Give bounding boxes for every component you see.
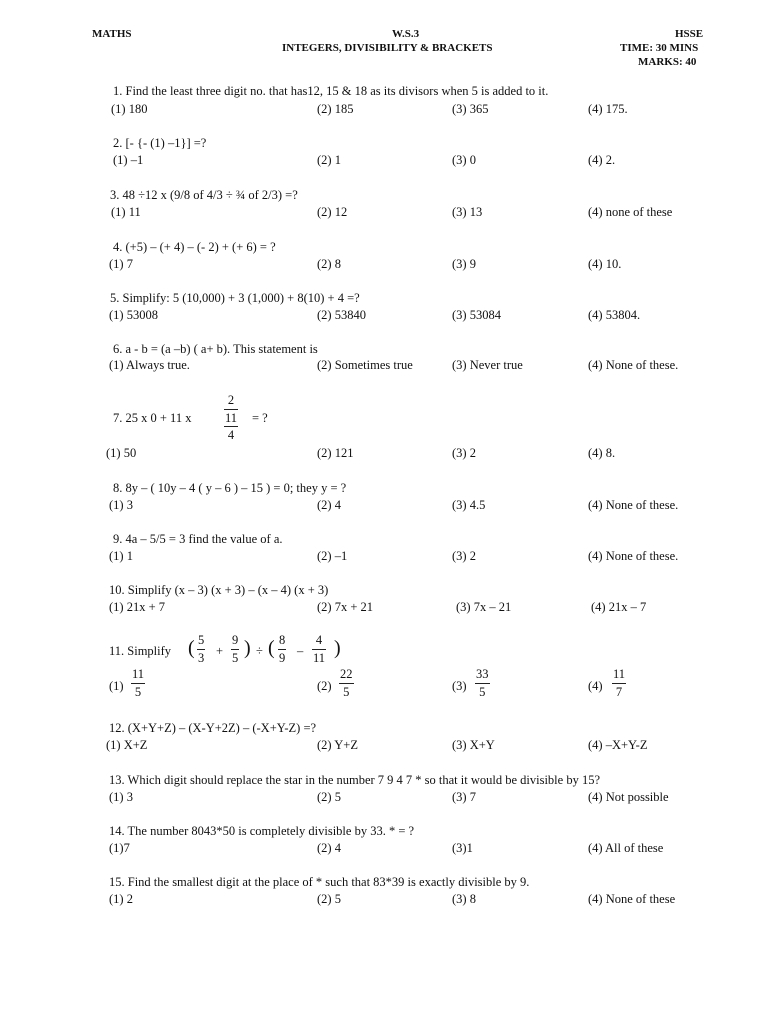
option-1: (1) 1	[109, 549, 133, 563]
option-1: (1) 53008	[109, 308, 158, 322]
option-2: (2) 185	[317, 102, 354, 116]
time-label: TIME: 30 MINS	[620, 42, 699, 54]
option-1: (1) 50	[106, 446, 137, 460]
option-3-fraction	[475, 668, 490, 698]
fraction-numerator: 11	[613, 667, 626, 681]
close-paren: )	[244, 637, 251, 659]
option-2: (2) 7x + 21	[317, 600, 373, 614]
fraction-denominator: 11	[313, 650, 326, 665]
option-3: (3) 7	[452, 790, 476, 804]
fraction-numerator: 4	[315, 633, 323, 647]
plus-sign: +	[216, 644, 224, 658]
fraction-denominator: 5	[134, 684, 142, 699]
option-1: (1) 2	[109, 892, 133, 906]
question-stem: 3. 48 ÷12 x (9/8 of 4/3 ÷ ¾ of 2/3) =?	[110, 188, 298, 202]
option-2: (2) Sometimes true	[317, 358, 413, 372]
option-2: (2) 4	[317, 841, 341, 855]
fraction-denominator: 4	[227, 428, 235, 442]
option-4: (4) 53804.	[588, 308, 641, 322]
option-1: (1) Always true.	[109, 358, 190, 372]
fraction-4-11	[312, 634, 326, 664]
fraction-denominator: 7	[615, 684, 623, 699]
option-3-label: (3)	[452, 679, 467, 693]
option-2: (2) –1	[317, 549, 348, 563]
fraction-denominator: 5	[479, 684, 486, 699]
option-1: (1) 11	[111, 205, 141, 219]
minus-sign: –	[297, 644, 304, 658]
option-4: (4) 175.	[588, 102, 628, 116]
fraction-bar	[278, 649, 286, 650]
sheet-number: W.S.3	[392, 28, 420, 40]
question-stem: 9. 4a – 5/5 = 3 find the value of a.	[113, 532, 283, 546]
fraction-bar	[312, 649, 326, 650]
question-stem: 13. Which digit should replace the star in the number 7 9 4 7 * so that it would be divisible by 15?	[109, 773, 601, 787]
option-1: (1)7	[109, 841, 130, 855]
option-3: (3) X+Y	[452, 738, 495, 752]
subject-label: MATHS	[92, 28, 132, 40]
open-paren: (	[188, 637, 195, 659]
fraction-numerator: 5	[198, 633, 205, 647]
option-1-label: (1)	[109, 679, 124, 693]
option-2: (2) 8	[317, 257, 341, 271]
option-4: (4) 2.	[588, 153, 616, 167]
question-stem: 10. Simplify (x – 3) (x + 3) – (x – 4) (x + 3)	[109, 583, 329, 597]
question-stem: 2. [- {- (1) –1}] =?	[113, 136, 207, 150]
fraction-numerator: 33	[476, 667, 489, 681]
option-1: (1) 7	[109, 257, 133, 271]
option-1: (1) 3	[109, 498, 133, 512]
option-3: (3) 2	[452, 446, 476, 460]
question-stem: 6. a - b = (a –b) ( a+ b). This statement is	[113, 342, 318, 356]
option-1: (1) 3	[109, 790, 133, 804]
option-2-label: (2)	[317, 679, 332, 693]
fraction-numerator: 2	[227, 393, 235, 407]
option-3: (3) 4.5	[452, 498, 486, 512]
option-4: (4) All of these	[588, 841, 664, 855]
option-1: (1) 21x + 7	[109, 600, 165, 614]
option-4-label: (4)	[588, 679, 603, 693]
fraction-numerator: 8	[279, 633, 286, 647]
option-3: (3) 53084	[452, 308, 501, 322]
option-4: (4) none of these	[588, 205, 673, 219]
option-2: (2) 5	[317, 892, 341, 906]
fraction-5-3	[197, 634, 205, 664]
option-4: (4) 10.	[588, 257, 622, 271]
question-stem: 1. Find the least three digit no. that has12, 15 & 18 as its divisors when 5 is added to it.	[113, 84, 549, 98]
option-4-fraction	[612, 668, 626, 698]
question-stem: 8. 8y – ( 10y – 4 ( y – 6 ) – 15 ) = 0; they y = ?	[113, 481, 347, 495]
option-4: (4) –X+Y-Z	[588, 738, 648, 752]
option-2: (2) 1	[317, 153, 341, 167]
fraction-bar	[231, 649, 239, 650]
fraction-bar	[131, 683, 145, 684]
marks-label: MARKS: 40	[638, 56, 697, 68]
fraction-bar	[612, 683, 626, 684]
option-2: (2) 121	[317, 446, 354, 460]
option-1-fraction	[131, 668, 145, 698]
option-2: (2) 12	[317, 205, 348, 219]
fraction-9-5	[231, 634, 239, 664]
fraction-bar	[224, 409, 238, 410]
option-4: (4) None of these.	[588, 358, 679, 372]
option-2: (2) Y+Z	[317, 738, 358, 752]
complex-fraction	[224, 394, 238, 442]
fraction-bar	[224, 426, 238, 427]
option-3: (3) Never true	[452, 358, 523, 372]
level-label: HSSE	[675, 28, 704, 40]
option-4: (4) None of these	[588, 892, 676, 906]
option-2: (2) 4	[317, 498, 341, 512]
equals-question: = ?	[252, 411, 268, 425]
fraction-8-9	[278, 634, 286, 664]
option-2-fraction	[339, 668, 354, 698]
option-4: (4) None of these.	[588, 549, 679, 563]
worksheet-topic: INTEGERS, DIVISIBILITY & BRACKETS	[282, 42, 493, 54]
question-stem: 4. (+5) – (+ 4) – (- 2) + (+ 6) = ?	[113, 240, 276, 254]
fraction-bar	[339, 683, 354, 684]
option-1: (1) –1	[113, 153, 144, 167]
close-paren: )	[334, 637, 341, 659]
question-stem: 5. Simplify: 5 (10,000) + 3 (1,000) + 8(10) + 4 =?	[110, 291, 360, 305]
fraction-numerator: 11	[132, 667, 145, 681]
fraction-denominator: 9	[279, 650, 286, 665]
divide-sign: ÷	[256, 644, 263, 658]
question-stem: 14. The number 8043*50 is completely divisible by 33. * = ?	[109, 824, 415, 838]
question-stem: 7. 25 x 0 + 11 x	[113, 411, 192, 425]
option-4: (4) 8.	[588, 446, 616, 460]
option-2: (2) 53840	[317, 308, 366, 322]
option-3: (3) 8	[452, 892, 476, 906]
option-2: (2) 5	[317, 790, 341, 804]
option-3: (3) 0	[452, 153, 476, 167]
option-4: (4) None of these.	[588, 498, 679, 512]
fraction-middle: 11	[225, 410, 238, 425]
open-paren: (	[268, 637, 275, 659]
fraction-denominator: 5	[343, 684, 350, 699]
question-stem: 11. Simplify	[109, 644, 172, 658]
option-4: (4) Not possible	[588, 790, 669, 804]
question-stem: 12. (X+Y+Z) – (X-Y+2Z) – (-X+Y-Z) =?	[109, 721, 317, 735]
option-4: (4) 21x – 7	[591, 600, 647, 614]
fraction-denominator: 5	[232, 650, 239, 665]
fraction-denominator: 3	[198, 650, 205, 665]
option-3: (3) 2	[452, 549, 476, 563]
option-1: (1) 180	[111, 102, 148, 116]
fraction-numerator: 9	[232, 633, 239, 647]
fraction-numerator: 22	[340, 667, 353, 681]
fraction-bar	[475, 683, 490, 684]
option-3: (3) 365	[452, 102, 489, 116]
option-1: (1) X+Z	[106, 738, 148, 752]
option-3: (3) 9	[452, 257, 476, 271]
question-stem: 15. Find the smallest digit at the place of * such that 83*39 is exactly divisible by 9.	[109, 875, 530, 889]
option-3: (3) 13	[452, 205, 483, 219]
option-3: (3)1	[452, 841, 473, 855]
fraction-bar	[197, 649, 205, 650]
option-3: (3) 7x – 21	[456, 600, 512, 614]
